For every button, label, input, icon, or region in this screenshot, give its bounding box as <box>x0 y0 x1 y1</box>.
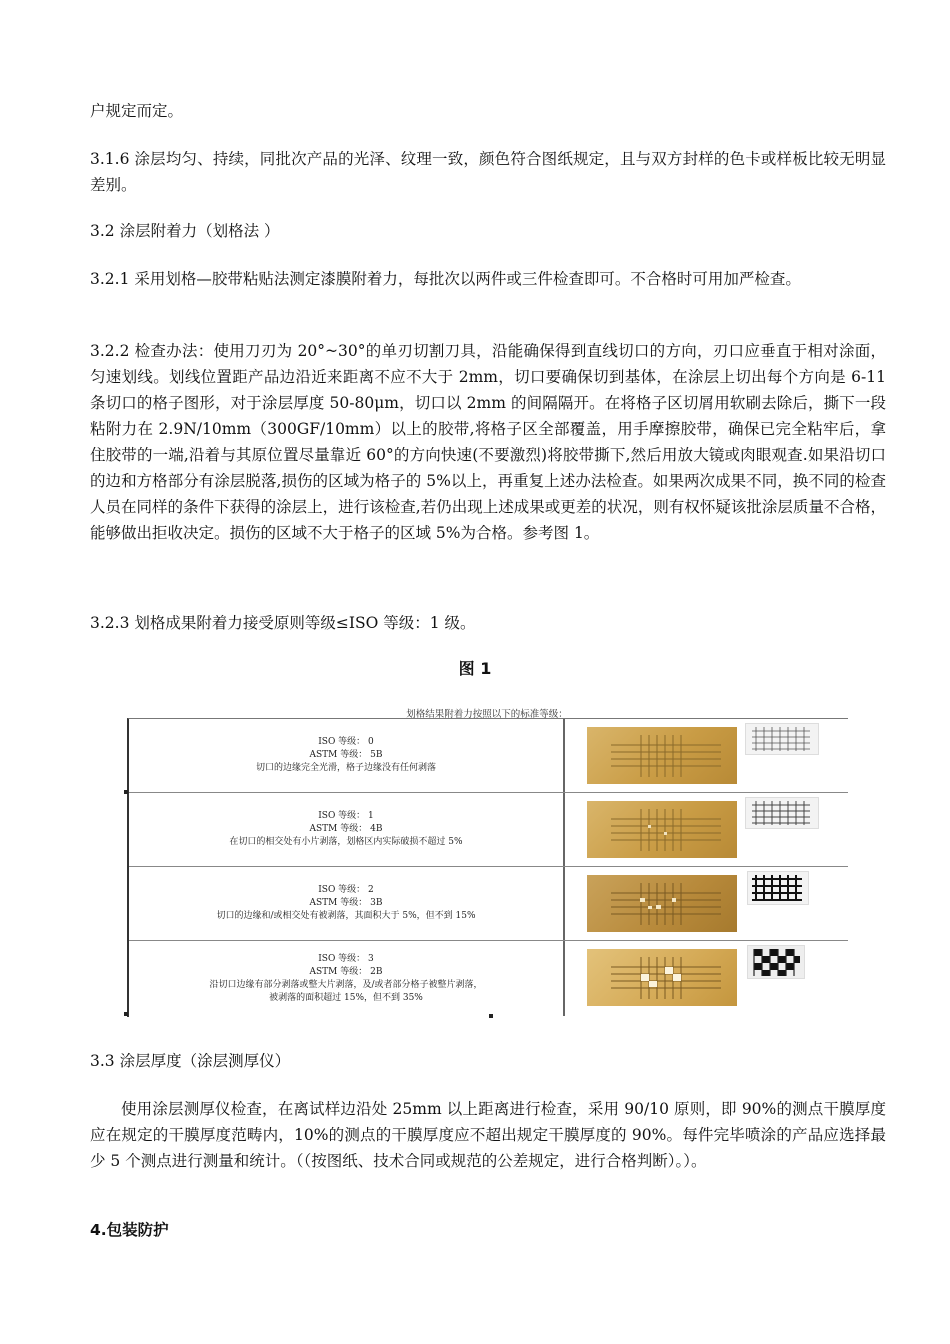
iso-grade: ISO 等级： 3 <box>318 953 374 964</box>
astm-grade: ASTM 等级： 2B <box>309 966 383 977</box>
crosscut-grade-table <box>127 718 848 1017</box>
coated-plate <box>587 727 737 784</box>
coated-plate <box>587 801 737 858</box>
figure-title: 图 1 <box>458 659 492 678</box>
grade-row-iso3 <box>129 941 848 1016</box>
grade-description: 在切口的相交处有小片剥落，划格区内实际破损不超过 5% <box>229 837 463 847</box>
paragraph-3-2-1: 3.2.1 采用划格—胶带粘贴法测定漆膜附着力，每批次以两件或三件检查即可。不合格时可用加严检查。 <box>90 270 801 288</box>
paragraph-continuation: 户规定而定。 <box>90 102 184 120</box>
grade-row-iso1 <box>129 793 848 867</box>
iso-grade: ISO 等级： 0 <box>318 737 374 747</box>
coated-plate <box>587 949 737 1006</box>
grade-text <box>129 719 565 792</box>
grade-text <box>129 793 565 866</box>
grade-text <box>129 867 565 940</box>
figure-1 <box>124 700 850 1018</box>
grade-description: 切口的边缘完全光滑，格子边缘没有任何剥落 <box>255 763 436 773</box>
grade-sample-image <box>565 719 848 792</box>
paragraph-3-3-body: 使用涂层测厚仪检查，在离试样边沿处 25mm 以上距离进行检查，采用 90/10 原则，即 90%的测点干膜厚度应在规定的干膜厚度范畴内，10%的测点的干膜厚度应不超出规定干膜厚度的 90%。每件完毕喷涂的产品应选择最少 5 个测点进行测量和统计。（（按图纸、技术合同或规范的公差规定，进行合格判断）。）。 <box>90 1100 886 1170</box>
grade-row-iso0 <box>129 719 848 793</box>
grade-description: 切口的边缘和/或相交处有被剥落，其面积大于 5%，但不到 15% <box>216 911 476 921</box>
astm-grade: ASTM 等级： 5B <box>309 750 383 760</box>
figure-header: 划格结果附着力按照以下的标准等级： <box>406 709 568 720</box>
heading-4-packaging: 4.包装防护 <box>90 1221 169 1239</box>
grid-inset <box>747 945 805 979</box>
paragraph-3-2-2: 3.2.2 检查办法：使用刀刃为 20°~30°的单刃切割刀具，沿能确保得到直线切口的方向，刃口应垂直于相对涂面，匀速划线。划线位置距产品边沿近来距离不应不大于 2mm，切口要确保切到基体，在涂层上切出每个方向是 6-11 条切口的格子图形，对于涂层厚度 50-80μm，切口以 2mm 的间隔隔开。在将格子区切屑用软刷去除后，撕下一段粘附力在 2.9N/10mm（300GF/10mm）以上的胶带,将格子区全部覆盖，用手摩擦胶带，确保已完全粘牢后，拿住胶带的一端,沿着与其原位置尽量靠近 60°的方向快速(不要激烈)将胶带撕下,然后用放大镜或肉眼观查.如果沿切口的边和方格部分有涂层脱落,损伤的区域为格子的 5%以上，再重复上述办法检查。如果两次成果不同，换不同的检查人员在同样的条件下获得的涂层上，进行该检查,若仍出现上述成果或更差的状况，则有权怀疑该批涂层质量不合格，能够做出拒收决定。损伤的区域不大于格子的区域 5%为合格。参考图 1。 <box>90 342 886 542</box>
iso-grade: ISO 等级： 2 <box>318 885 374 895</box>
grade-description: 沿切口边缘有部分剥落或整大片剥落，及/或者部分格子被整片剥落， <box>209 979 483 990</box>
grade-row-iso2 <box>129 867 848 941</box>
grade-text <box>129 941 565 1016</box>
paragraph-3-1-6: 3.1.6 涂层均匀、持续，同批次产品的光泽、纹理一致，颜色符合图纸规定，且与双方封样的色卡或样板比较无明显差别。 <box>90 150 886 194</box>
grid-inset <box>745 797 819 829</box>
corner-mark <box>489 1014 493 1018</box>
paragraph-3-2-3: 3.2.3 划格成果附着力接受原则等级≤ISO 等级：1 级。 <box>90 614 476 632</box>
astm-grade: ASTM 等级： 3B <box>309 898 383 908</box>
heading-3-2: 3.2 涂层附着力（划格法 ） <box>90 222 280 240</box>
grid-inset <box>745 723 819 755</box>
grade-description-line2: 被剥落的面积超过 15%，但不到 35% <box>269 992 423 1003</box>
heading-3-3: 3.3 涂层厚度（涂层测厚仪） <box>90 1052 291 1070</box>
iso-grade: ISO 等级： 1 <box>318 811 374 821</box>
astm-grade: ASTM 等级： 4B <box>309 824 383 834</box>
grade-sample-image <box>565 867 848 940</box>
coated-plate <box>587 875 737 932</box>
grid-inset <box>747 871 809 905</box>
corner-mark <box>124 790 128 794</box>
grade-sample-image <box>565 793 848 866</box>
corner-mark <box>124 1012 128 1016</box>
grade-sample-image <box>565 941 848 1014</box>
